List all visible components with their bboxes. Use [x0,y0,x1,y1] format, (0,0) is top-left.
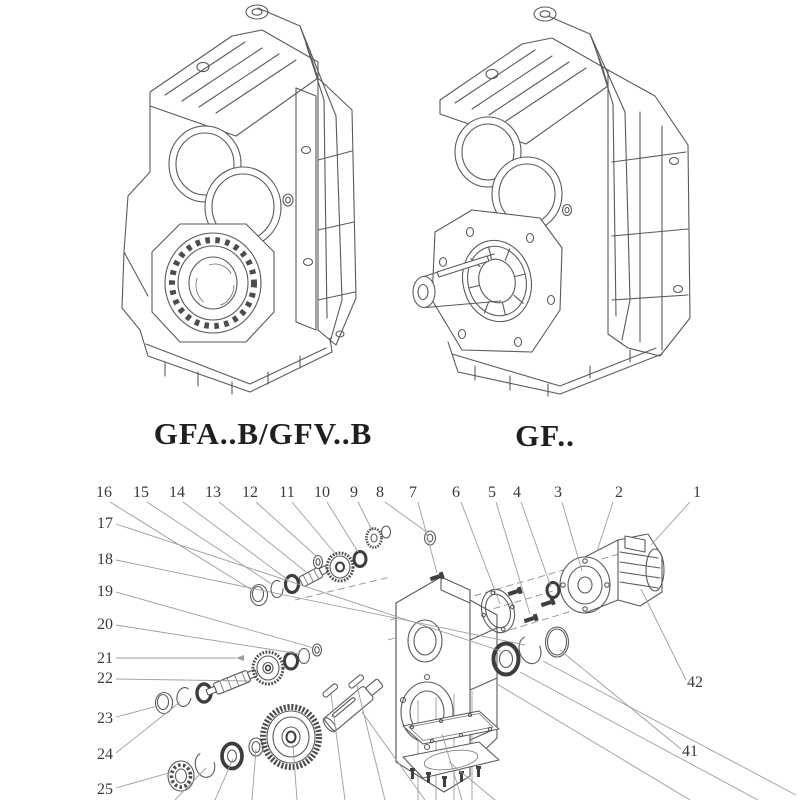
gearbox-iso-right [413,7,690,396]
leader-line-24 [116,702,180,753]
part-number-17: 17 [97,515,113,532]
part-number-10: 10 [314,484,330,501]
part-number-11: 11 [279,484,295,501]
leader-line-19 [116,592,314,648]
part-number-16: 16 [96,484,112,501]
leader-line-8 [385,502,428,533]
part-number-15: 15 [133,484,149,501]
leader-line-41 [560,650,681,749]
part-number-8: 8 [376,484,384,501]
part-number-42: 42 [687,674,703,691]
leader-line-16 [110,502,252,590]
part-number-14: 14 [169,484,185,501]
part-number-41: 41 [682,743,698,760]
part-number-20: 20 [97,616,113,633]
leader-arrow-21 [236,655,244,661]
output-bearing-rings [494,627,569,675]
part-number-18: 18 [97,551,113,568]
leader-line-23 [116,706,158,717]
leader-line-20 [116,625,300,654]
model-label-gf: GF.. [515,418,575,453]
part-number-19: 19 [97,583,113,600]
leader-line-10 [327,502,358,552]
part-number-7: 7 [409,484,417,501]
exploded-view [96,484,796,800]
part-number-13: 13 [205,484,221,501]
part-number-22: 22 [97,670,113,687]
leader-line-25 [116,772,172,788]
model-label-gfab-gfvb: GFA..B/GFV..B [153,416,373,451]
part-number-25: 25 [97,781,113,798]
leader-line-4 [521,502,551,587]
part-number-12: 12 [242,484,258,501]
part-number-5: 5 [488,484,496,501]
part-number-2: 2 [615,484,623,501]
part-number-21: 21 [97,650,113,667]
leader-line-42 [641,589,686,680]
part-number-1: 1 [693,484,701,501]
leader-line-9 [358,502,372,530]
motor [560,534,664,613]
leader-line-15 [147,502,273,585]
leader-line-11 [292,502,338,557]
leader-line-12 [256,502,316,556]
leader-line-14 [183,502,288,580]
part-number-24: 24 [97,746,113,763]
part-number-3: 3 [554,484,562,501]
intermediate-shaft-parts [156,644,322,714]
part-number-23: 23 [97,710,113,727]
part-number-9: 9 [350,484,358,501]
part-number-6: 6 [452,484,460,501]
leader-line-5 [496,502,530,614]
gearbox-iso-left [122,5,356,394]
leader-line-1 [651,502,690,545]
part-number-4: 4 [513,484,521,501]
